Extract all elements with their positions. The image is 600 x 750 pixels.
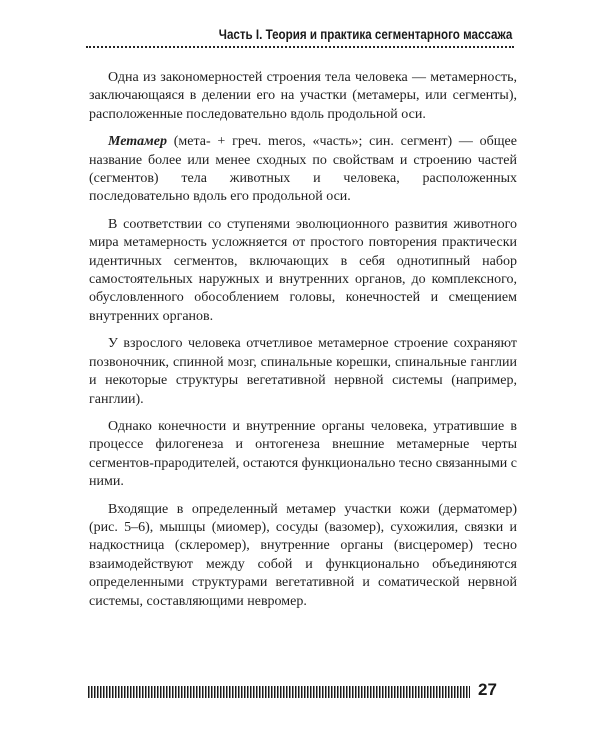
- paragraph-5-text: Однако конечности и внутренние органы человека, утратившие в процессе филогенеза и онтогенеза внешние метамерные черты сегментов-прародителей, остаются функционально тесно связанными с ними.: [89, 418, 518, 490]
- paragraph-2-text: (мета- + греч. meros, «часть»; син. сегмент) — общее название более или менее сходных по свойствам и строению частей (сегментов) тела животных и человека, расположенных последовательно вдоль его продольной оси.: [89, 134, 517, 205]
- paragraph-1: [89, 69, 517, 124]
- paragraph-4-text: У взрослого человека отчетливое метамерное строение сохраняют позвоночник, спинной мозг, спинальные корешки, спинальные ганглии и некоторые структуры вегетативной нервной системы (например, ганглии).: [89, 336, 517, 407]
- running-head: Часть I. Теория и практика сегментарного массажа: [218, 27, 512, 42]
- paragraph-6: [89, 501, 517, 611]
- header-dotted-rule: [86, 46, 514, 50]
- paragraph-1-text: Одна из закономерностей строения тела человека — метамерность, заключающаяся в делении его на участки (метамеры, или сегменты), расположенные последовательно вдоль продольной оси.: [89, 70, 517, 122]
- paragraph-3-text: В соответствии со ступенями эволюционного развития животного мира метамерность усложняется от простого повторения практически идентичных сегментов, включающих в себя однотипный набор самостоятельных наружных и внутренних органов, до комплексного, обусловленного обособлением головы, конечностей и смещением внутренних органов.: [89, 216, 517, 324]
- body-text: [89, 69, 517, 620]
- paragraph-5: [89, 418, 517, 492]
- term-metamer: Метамер: [108, 134, 167, 150]
- paragraph-3: [89, 216, 517, 326]
- paragraph-6-text: Входящие в определенный метамер участки кожи (дерматомер) (рис. 5–6), мышцы (миомер), сосуды (вазомер), сухожилия, связки и надкостница (склеромер), внутренние органы (висцеромер) тесно взаимодействуют между собой и функционально объединяются определенными структурами вегетативной и соматической нервной системы, составляющими невромер.: [89, 501, 517, 609]
- page-number: 27: [478, 680, 497, 699]
- paragraph-2: [89, 133, 517, 207]
- paragraph-4: [89, 335, 517, 409]
- footer-decorative-bar: [88, 686, 470, 698]
